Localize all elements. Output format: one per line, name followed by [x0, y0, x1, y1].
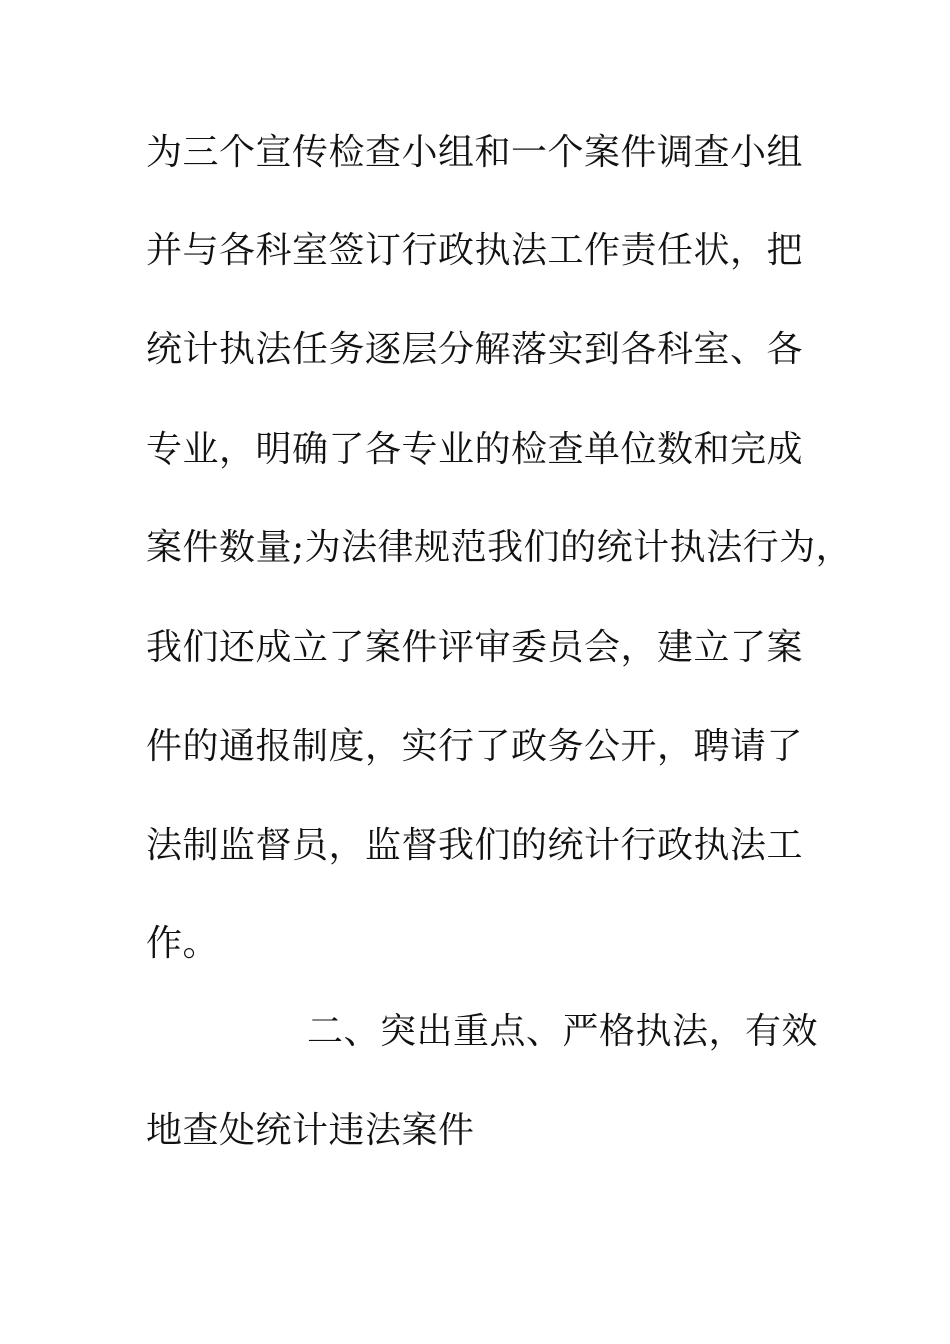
paragraph-line: 件的通报制度，实行了政务公开，聘请了	[146, 726, 804, 767]
paragraph-line: 作。	[146, 923, 220, 964]
paragraph-line: 为三个宣传检查小组和一个案件调查小组	[146, 132, 804, 173]
section-heading-line: 地查处统计违法案件	[146, 1110, 475, 1151]
paragraph-line: 我们还成立了案件评审委员会，建立了案	[146, 627, 804, 668]
section-heading-line: 二、突出重点、严格执法，有效	[307, 1011, 819, 1052]
paragraph-line: 并与各科室签订行政执法工作责任状，把	[146, 230, 804, 271]
paragraph-line: 案件数量;为法律规范我们的统计执法行为，	[146, 527, 853, 568]
paragraph-line: 统计执法任务逐层分解落实到各科室、各	[146, 329, 804, 370]
paragraph-line: 专业，明确了各专业的检查单位数和完成	[146, 429, 804, 470]
paragraph-line: 法制监督员，监督我们的统计行政执法工	[146, 825, 804, 866]
